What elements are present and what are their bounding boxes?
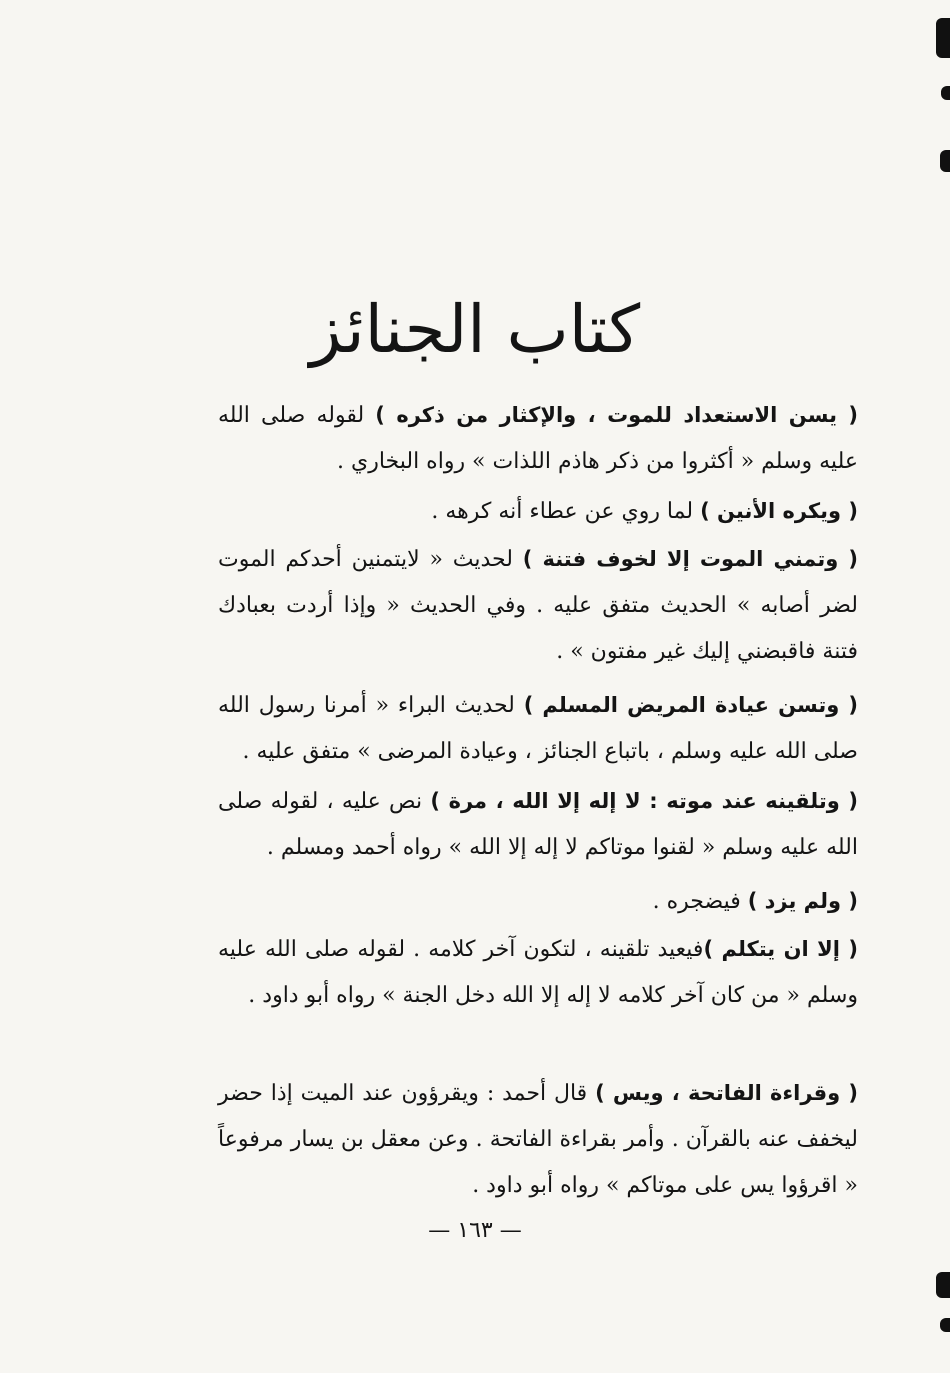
paragraph-text: لقوله صلى الله عليه وسلم « أكثروا من ذكر هاذم اللذات » رواه البخاري . [218,403,858,474]
paragraph-lead: ( ولم يزد ) [747,889,858,913]
paragraph [218,682,858,775]
paragraph [218,778,858,871]
edge-mark [936,18,950,58]
paragraph [218,926,858,1019]
paragraph-lead: ( وقراءة الفاتحة ، ويس ) [595,1081,859,1105]
edge-mark [941,86,950,100]
paragraph-lead: ( ويكره الأنين ) [700,499,858,523]
paragraph-lead: ( وتسن عيادة المريض المسلم ) [523,693,859,717]
paragraph [218,536,858,675]
edge-mark [940,150,950,172]
paragraph-text: قال أحمد : ويقرؤون عند الميت إذا حضر ليخفف عنه بالقرآن . وأمر بقراءة الفاتحة . وعن معقل بن يسار مرفوعاً « اقرؤوا يس على موتاكم » رواه أبو داود . [218,1081,858,1198]
page-number: — ١٦٣ — [428,1218,522,1243]
paragraph [218,392,858,485]
paragraph-text: فيضجره . [652,889,748,914]
paragraph-text: لحديث البراء « أمرنا رسول الله صلى الله عليه وسلم ، باتباع الجنائز ، وعيادة المرضى » متفق عليه . [218,693,858,764]
paragraph-text: نص عليه ، لقوله صلى الله عليه وسلم « لقنوا موتاكم لا إله إلا الله » رواه أحمد ومسلم . [218,789,858,860]
paragraph [218,1070,858,1209]
paragraph [218,488,858,535]
paragraph-text: لما روي عن عطاء أنه كرهه . [431,499,701,524]
paragraph-lead: ( إلا ان يتكلم ) [703,937,858,961]
paragraph-text: فيعيد تلقينه ، لتكون آخر كلامه . لقوله صلى الله عليه وسلم « من كان آخر كلامه لا إله إلا الله دخل الجنة » رواه أبو داود . [218,937,858,1008]
paragraph-text: لحديث « لايتمنين أحدكم الموت لضر أصابه » الحديث متفق عليه . وفي الحديث « وإذا أردت بعبادك فتنة فاقبضني إليك غير مفتون » . [218,547,858,664]
paragraph-lead: ( وتمني الموت إلا لخوف فتنة ) [522,547,859,571]
paragraph [218,878,858,925]
paragraph-lead: ( يسن الاستعداد للموت ، والإكثار من ذكره ) [375,403,858,427]
chapter-title: كتاب الجنائز [309,291,641,368]
paragraph-lead: ( وتلقينه عند موته : لا إله إلا الله ، مرة ) [430,789,858,813]
edge-mark [936,1272,950,1298]
edge-mark [940,1318,950,1332]
